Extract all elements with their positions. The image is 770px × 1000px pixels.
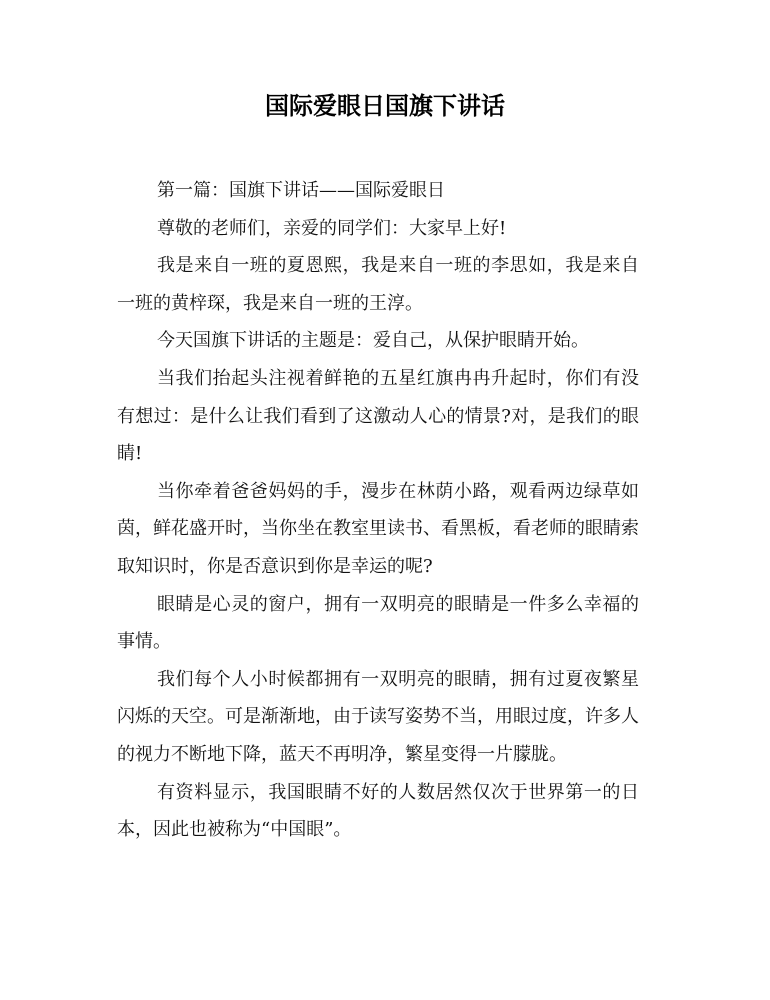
paragraph-statistics: 有资料显示，我国眼睛不好的人数居然仅次于世界第一的日本，因此也被称为“中国眼”。	[117, 781, 639, 841]
document-body	[117, 172, 639, 849]
paragraph-theme: 今天国旗下讲话的主题是：爱自己，从保护眼睛开始。	[157, 330, 589, 352]
paragraph-greeting: 尊敬的老师们，亲爱的同学们：大家早上好!	[157, 217, 507, 239]
paragraph-window: 眼睛是心灵的窗户，拥有一双明亮的眼睛是一件多么幸福的事情。	[117, 593, 639, 653]
paragraph-childhood: 我们每个人小时候都拥有一双明亮的眼睛，拥有过夏夜繁星闪烁的天空。可是渐渐地，由于读写姿势不当，用眼过度，许多人的视力不断地下降，蓝天不再明净，繁星变得一片朦胧。	[117, 668, 639, 765]
paragraph-flag: 当我们抬起头注视着鲜艳的五星红旗冉冉升起时，你们有没有想过：是什么让我们看到了这激动人心的情景?对，是我们的眼睛!	[117, 367, 639, 465]
paragraph-walk: 当你牵着爸爸妈妈的手，漫步在林荫小路，观看两边绿草如茵，鲜花盛开时，当你坐在教室里读书、看黑板，看老师的眼睛索取知识时，你是否意识到你是幸运的呢?	[117, 480, 639, 577]
paragraph-section-heading: 第一篇：国旗下讲话——国际爱眼日	[157, 180, 445, 201]
paragraph-speakers: 我是来自一班的夏恩熙，我是来自一班的李思如，我是来自一班的黄梓琛，我是来自一班的王淳。	[117, 255, 639, 314]
page-title: 国际爱眼日国旗下讲话	[265, 92, 505, 120]
